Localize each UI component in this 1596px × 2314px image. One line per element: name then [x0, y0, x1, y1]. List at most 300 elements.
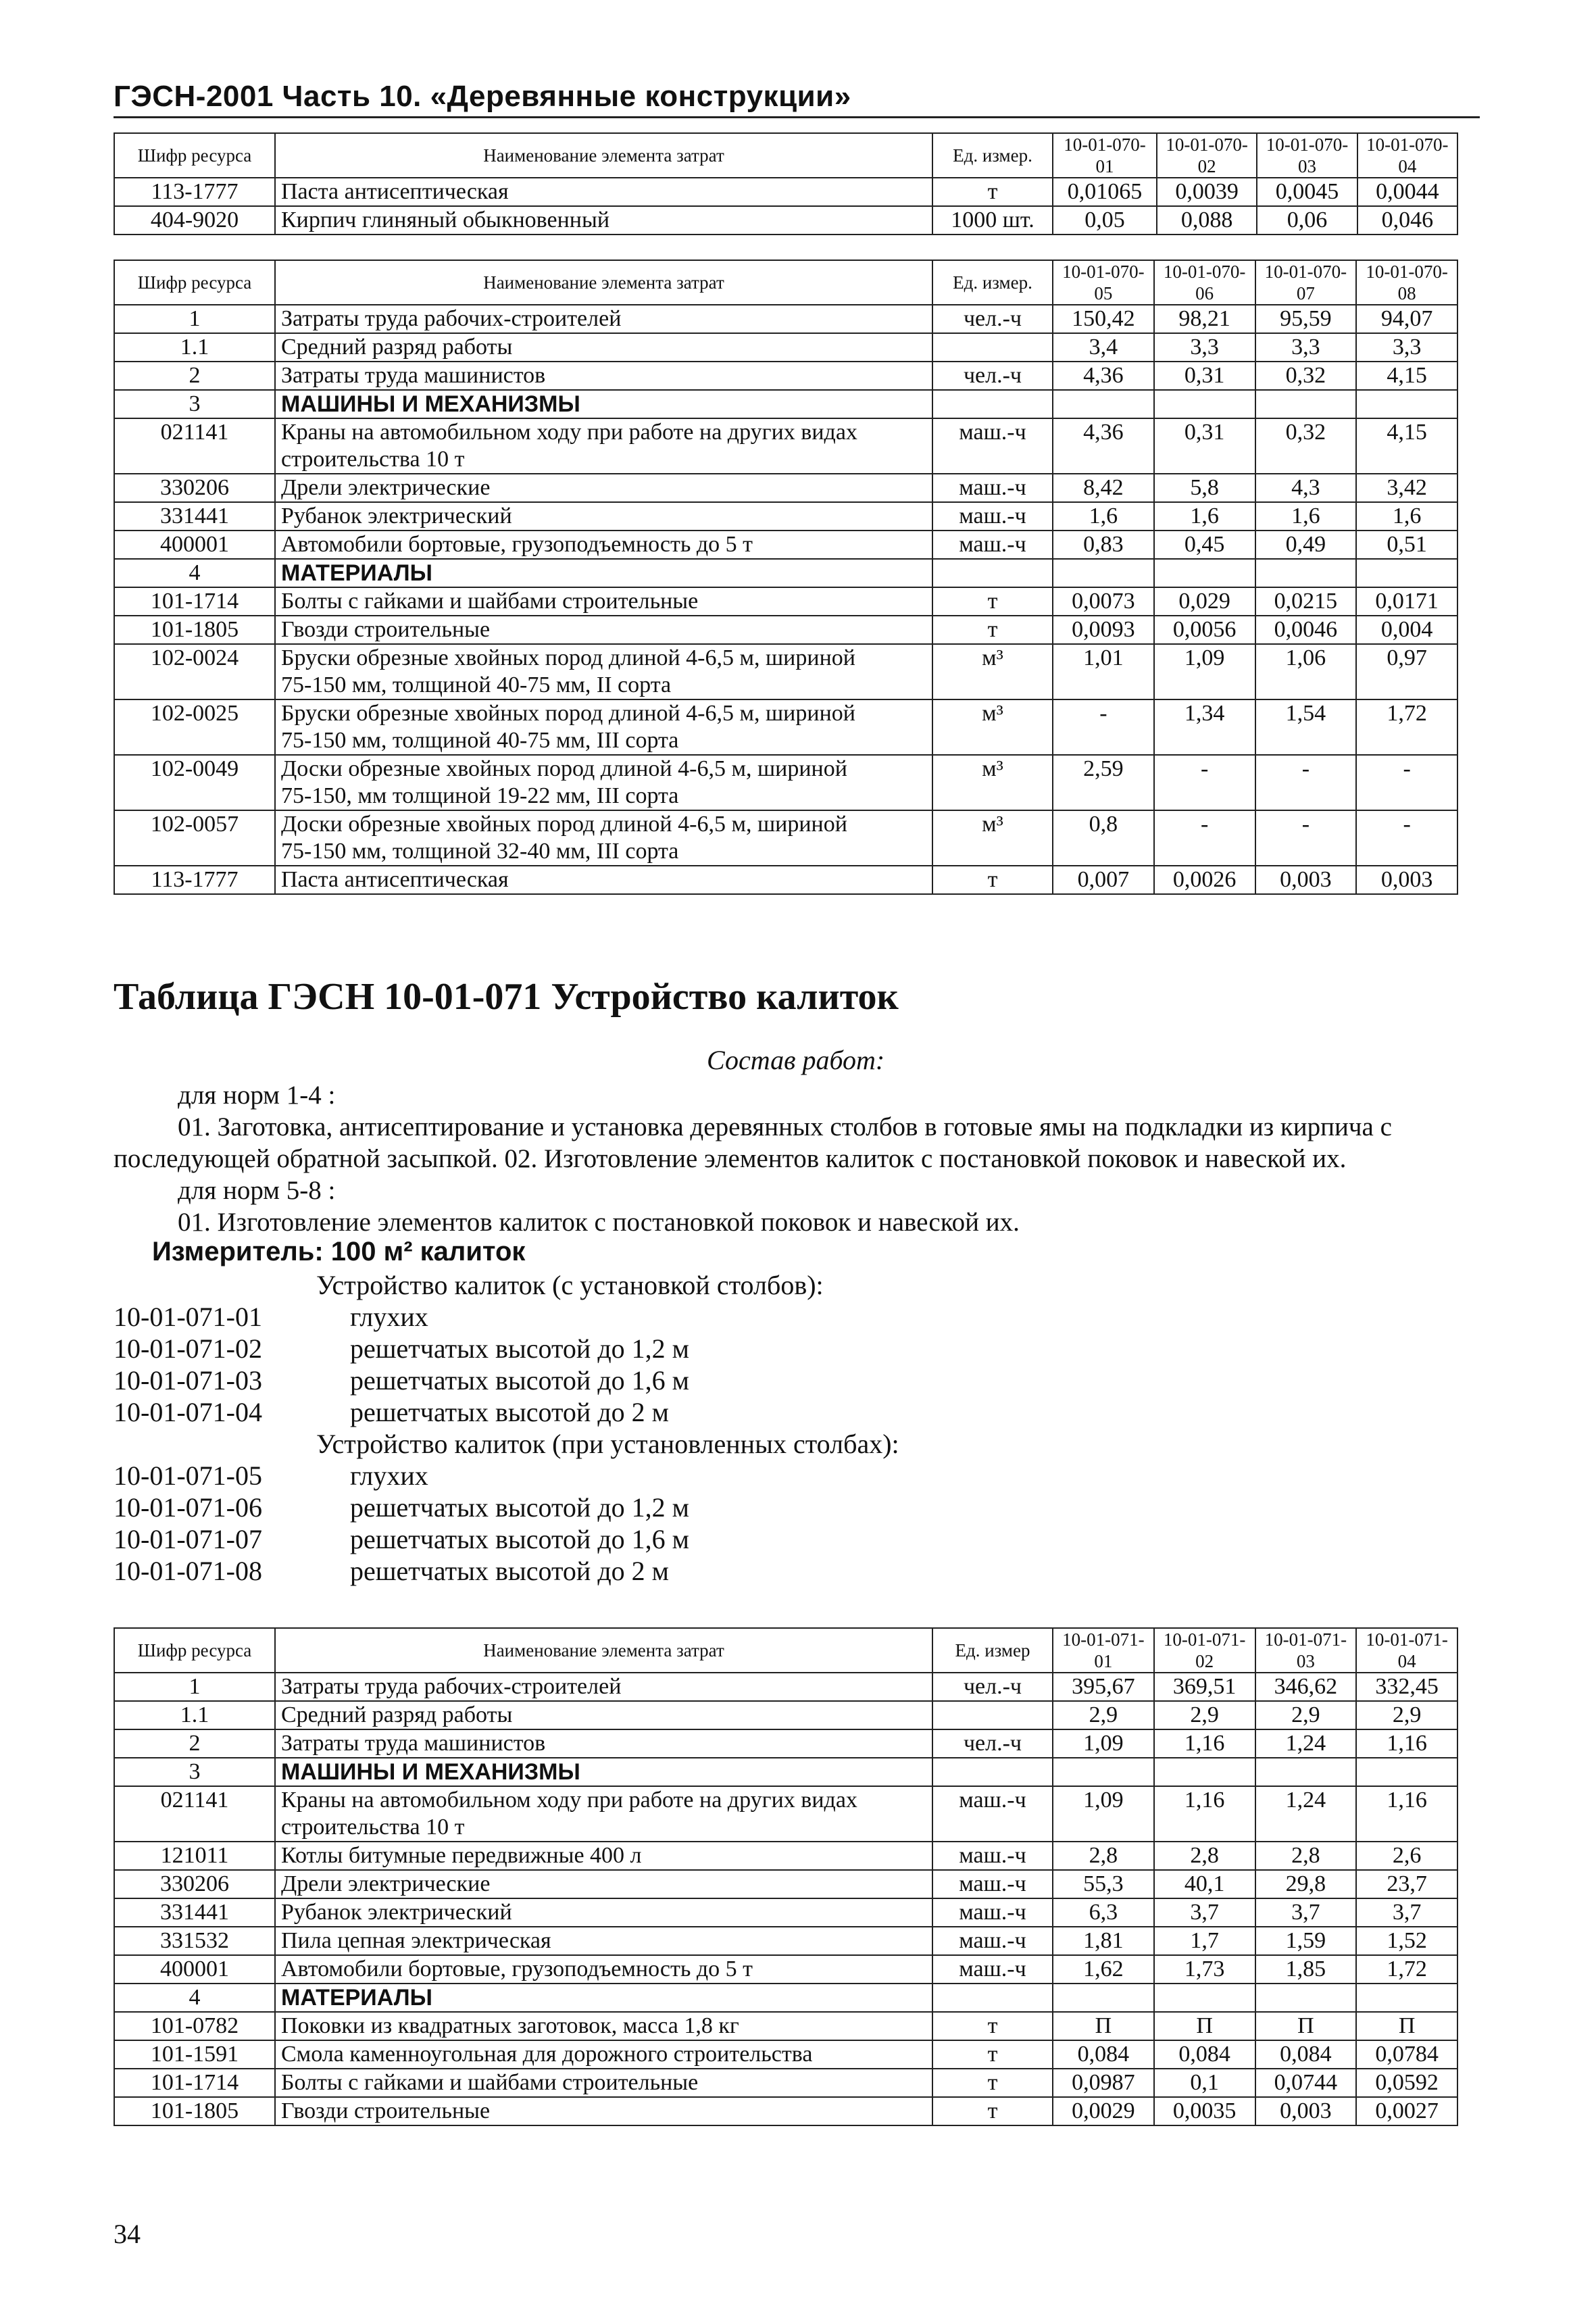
- resource-name-line1: Пила цепная электрическая: [281, 1928, 551, 1953]
- resource-name-line1: Средний разряд работы: [281, 1702, 513, 1727]
- norm-item: [114, 1460, 1127, 1492]
- table-header-row: [114, 260, 1457, 305]
- norm-value-1: -: [1053, 699, 1154, 755]
- norm-value-2: [1154, 559, 1255, 587]
- resource-name-line1: Затраты труда рабочих-строителей: [281, 306, 622, 331]
- norm-value-1: 1,81: [1053, 1927, 1154, 1955]
- header-name: Наименование элемента затрат: [275, 1628, 932, 1673]
- resource-name: [275, 1955, 932, 1984]
- resource-name: [275, 305, 932, 333]
- resource-code: 102-0049: [114, 755, 275, 810]
- norm-group1-title: Устройство калиток (с установкой столбов):: [316, 1270, 824, 1300]
- resource-name: [275, 866, 932, 894]
- norm-value-3: 0,32: [1255, 362, 1357, 390]
- norm-value-1: 55,3: [1053, 1870, 1154, 1898]
- norm-value-3: [1255, 1758, 1357, 1786]
- norm-value-1: 8,42: [1053, 474, 1154, 502]
- unit: маш.-ч: [932, 1786, 1053, 1842]
- unit: т: [932, 587, 1053, 616]
- resource-table-070-05-08: [114, 260, 1458, 895]
- unit: т: [932, 2040, 1053, 2069]
- section-row: [114, 1758, 1457, 1786]
- resource-name-line1: Гвозди строительные: [281, 2098, 491, 2123]
- resource-code: 3: [114, 1758, 275, 1786]
- norm-value-1: 6,3: [1053, 1898, 1154, 1927]
- norm-value-3: 1,59: [1255, 1927, 1357, 1955]
- resource-name: [275, 418, 932, 474]
- header-norm-3: 10-01-070-03: [1257, 133, 1357, 178]
- header-norm-4: 10-01-070-04: [1357, 133, 1457, 178]
- resource-name-line1: Рубанок электрический: [281, 1900, 512, 1925]
- resource-name-line1: Затраты труда машинистов: [281, 363, 546, 388]
- norm-value-1: 0,0987: [1053, 2069, 1154, 2097]
- header-norm-1: 10-01-070-05: [1053, 260, 1154, 305]
- resource-name-line1: Затраты труда рабочих-строителей: [281, 1674, 622, 1699]
- resource-name-line1: Поковки из квадратных заготовок, масса 1,8 кг: [281, 2013, 739, 2038]
- norm-value-1: 1,01: [1053, 644, 1154, 699]
- norm-value-3: 4,3: [1255, 474, 1357, 502]
- norm-value-3: 29,8: [1255, 1870, 1357, 1898]
- norm-value-4: 1,16: [1356, 1786, 1457, 1842]
- norm-value-4: 4,15: [1356, 362, 1457, 390]
- norm-value-4: 3,42: [1356, 474, 1457, 502]
- table-row: [114, 333, 1457, 362]
- norm-value-1: 0,0073: [1053, 587, 1154, 616]
- norm-value-4: 94,07: [1356, 305, 1457, 333]
- norm-value-3: 0,0215: [1255, 587, 1357, 616]
- resource-name-line1: Дрели электрические: [281, 475, 491, 500]
- unit: т: [932, 2069, 1053, 2097]
- norm-text: глухих: [350, 1302, 428, 1332]
- resource-name: [275, 390, 932, 418]
- resource-name-line1: Автомобили бортовые, грузоподъемность до 5 т: [281, 532, 753, 557]
- resource-name: [275, 1701, 932, 1729]
- norm-value-4: [1356, 1758, 1457, 1786]
- resource-name-line1: МАШИНЫ И МЕХАНИЗМЫ: [281, 1759, 580, 1785]
- header-unit: Ед. измер.: [932, 133, 1053, 178]
- norm-code: 10-01-071-05: [114, 1460, 262, 1491]
- resource-name: [275, 699, 932, 755]
- unit: чел.-ч: [932, 1729, 1053, 1758]
- norm-value-4: П: [1356, 2012, 1457, 2040]
- resource-name: [275, 531, 932, 559]
- norm-code: 10-01-071-06: [114, 1492, 262, 1523]
- norm-value-2: 0,029: [1154, 587, 1255, 616]
- norm-value-4: 0,51: [1356, 531, 1457, 559]
- norm-value-3: 1,85: [1255, 1955, 1357, 1984]
- section-row: [114, 390, 1457, 418]
- norm-code: 10-01-071-03: [114, 1365, 262, 1396]
- unit: чел.-ч: [932, 305, 1053, 333]
- unit: т: [932, 2097, 1053, 2125]
- norm-value-3: 1,24: [1255, 1729, 1357, 1758]
- norm-value-2: 0,0026: [1154, 866, 1255, 894]
- header-norm-4: 10-01-070-08: [1356, 260, 1457, 305]
- norm-item: [114, 1364, 1127, 1396]
- section-row: [114, 559, 1457, 587]
- norm-value-3: 0,0744: [1255, 2069, 1357, 2097]
- norm-value-1: 150,42: [1053, 305, 1154, 333]
- norm-value-2: 0,31: [1154, 362, 1255, 390]
- norm-value-2: [1154, 1984, 1255, 2012]
- table-header-row: [114, 133, 1457, 178]
- unit: маш.-ч: [932, 502, 1053, 531]
- resource-name-line1: Кирпич глиняный обыкновенный: [281, 207, 610, 232]
- resource-name-line2: 75-150 мм, толщиной 32-40 мм, III сорта: [281, 839, 679, 864]
- header-norm-3: 10-01-071-03: [1255, 1628, 1357, 1673]
- norm-value-1: 0,084: [1053, 2040, 1154, 2069]
- norm-value-2: 1,16: [1154, 1786, 1255, 1842]
- resource-name: [275, 810, 932, 866]
- resource-code: 102-0024: [114, 644, 275, 699]
- norm-value-4: 2,9: [1356, 1701, 1457, 1729]
- table-row: [114, 418, 1457, 474]
- norm-value-4: 0,0027: [1356, 2097, 1457, 2125]
- unit: маш.-ч: [932, 1842, 1053, 1870]
- resource-code: 404-9020: [114, 206, 275, 235]
- resource-code: 3: [114, 390, 275, 418]
- resource-name-line1: Болты с гайками и шайбами строительные: [281, 2070, 699, 2095]
- resource-code: 331441: [114, 1898, 275, 1927]
- norm-value-3: [1255, 1984, 1357, 2012]
- resource-name-line1: Бруски обрезные хвойных пород длиной 4-6,5 м, шириной: [281, 701, 855, 726]
- resource-name: [275, 2012, 932, 2040]
- unit: маш.-ч: [932, 531, 1053, 559]
- unit: м³: [932, 810, 1053, 866]
- norm-value-4: 3,7: [1356, 1898, 1457, 1927]
- resource-code: 101-1805: [114, 616, 275, 644]
- work-group1-text: 01. Заготовка, антисептирование и установка деревянных столбов в готовые ямы на подкладки из кирпича с последующей обратной засыпкой. 02. Изготовление элементов калиток с постановкой поковок и навеской их.: [114, 1112, 1392, 1173]
- header-code: Шифр ресурса: [114, 133, 275, 178]
- norm-value-1: 395,67: [1053, 1673, 1154, 1701]
- norm-value-3: 1,6: [1255, 502, 1357, 531]
- norm-value-3: 0,06: [1257, 206, 1357, 235]
- unit: маш.-ч: [932, 474, 1053, 502]
- table-row: [114, 755, 1457, 810]
- norm-item: [114, 1301, 1127, 1333]
- norm-value-1: 0,01065: [1053, 178, 1157, 206]
- header-norm-2: 10-01-071-02: [1154, 1628, 1255, 1673]
- norm-value-2: 40,1: [1154, 1870, 1255, 1898]
- norm-text: решетчатых высотой до 1,2 м: [350, 1333, 689, 1364]
- norm-value-3: -: [1255, 755, 1357, 810]
- measure-unit: Измеритель: 100 м² калиток: [152, 1237, 526, 1266]
- norm-value-3: 0,32: [1255, 418, 1357, 474]
- norm-value-2: [1154, 390, 1255, 418]
- resource-name-line1: Краны на автомобильном ходу при работе на других видах: [281, 1788, 857, 1813]
- unit: [932, 1984, 1053, 2012]
- work-group2-label: для норм 5-8 :: [178, 1176, 336, 1205]
- norm-value-1: 0,83: [1053, 531, 1154, 559]
- norm-value-1: 2,9: [1053, 1701, 1154, 1729]
- norm-value-1: 2,8: [1053, 1842, 1154, 1870]
- norm-value-2: -: [1154, 810, 1255, 866]
- unit: [932, 1701, 1053, 1729]
- resource-name-line2: 75-150, мм толщиной 19-22 мм, III сорта: [281, 783, 679, 808]
- unit: т: [932, 616, 1053, 644]
- table-row: [114, 502, 1457, 531]
- norm-value-3: 2,8: [1255, 1842, 1357, 1870]
- unit: маш.-ч: [932, 1955, 1053, 1984]
- unit: [932, 390, 1053, 418]
- work-group2-text: 01. Изготовление элементов калиток с постановкой поковок и навеской их.: [178, 1208, 1020, 1237]
- resource-name-line1: Средний разряд работы: [281, 335, 513, 360]
- norm-code: 10-01-071-04: [114, 1397, 262, 1427]
- norm-value-2: 1,16: [1154, 1729, 1255, 1758]
- norm-value-2: 0,0056: [1154, 616, 1255, 644]
- norm-value-2: 0,1: [1154, 2069, 1255, 2097]
- norm-value-4: 0,97: [1356, 644, 1457, 699]
- table-row: [114, 178, 1457, 206]
- norm-value-2: П: [1154, 2012, 1255, 2040]
- unit: [932, 333, 1053, 362]
- unit: маш.-ч: [932, 1870, 1053, 1898]
- norm-text: глухих: [350, 1460, 428, 1491]
- resource-name-line1: Краны на автомобильном ходу при работе на других видах: [281, 420, 857, 445]
- resource-name: [275, 1927, 932, 1955]
- unit: м³: [932, 699, 1053, 755]
- resource-code: 102-0025: [114, 699, 275, 755]
- norm-value-2: 0,31: [1154, 418, 1255, 474]
- norm-value-1: 0,8: [1053, 810, 1154, 866]
- resource-code: 101-1714: [114, 2069, 275, 2097]
- header-norm-3: 10-01-070-07: [1255, 260, 1357, 305]
- norm-value-3: 0,003: [1255, 2097, 1357, 2125]
- norm-value-3: 95,59: [1255, 305, 1357, 333]
- resource-code: 400001: [114, 531, 275, 559]
- norm-value-3: [1255, 559, 1357, 587]
- norm-value-1: 0,05: [1053, 206, 1157, 235]
- table-row: [114, 1673, 1457, 1701]
- section-row: [114, 1984, 1457, 2012]
- norm-text: решетчатых высотой до 1,6 м: [350, 1365, 689, 1396]
- norm-text: решетчатых высотой до 2 м: [350, 1397, 669, 1427]
- norm-value-1: 0,007: [1053, 866, 1154, 894]
- norm-value-1: 0,0029: [1053, 2097, 1154, 2125]
- norm-value-4: 332,45: [1356, 1673, 1457, 1701]
- resource-name: [275, 587, 932, 616]
- norm-group1: [114, 1301, 1127, 1428]
- resource-name-line2: строительства 10 т: [281, 447, 465, 472]
- table-row: [114, 2040, 1457, 2069]
- resource-name-line1: Дрели электрические: [281, 1871, 491, 1896]
- norm-code: 10-01-071-01: [114, 1302, 262, 1332]
- work-composition: [114, 1079, 1499, 1238]
- header-norm-1: 10-01-071-01: [1053, 1628, 1154, 1673]
- norm-value-2: 3,7: [1154, 1898, 1255, 1927]
- table-row: [114, 810, 1457, 866]
- norm-list: [114, 1269, 1127, 1587]
- norm-value-4: 1,6: [1356, 502, 1457, 531]
- norm-value-4: [1356, 559, 1457, 587]
- unit: [932, 559, 1053, 587]
- section-title: Таблица ГЭСН 10-01-071 Устройство калиток: [114, 976, 899, 1018]
- norm-value-2: -: [1154, 755, 1255, 810]
- resource-table-071-01-04: [114, 1627, 1458, 2126]
- norm-value-4: 1,16: [1356, 1729, 1457, 1758]
- work-group1-label: для норм 1-4 :: [178, 1081, 336, 1110]
- norm-code: 10-01-071-08: [114, 1556, 262, 1586]
- norm-value-1: 2,59: [1053, 755, 1154, 810]
- norm-group2-title: Устройство калиток (при установленных столбах):: [316, 1429, 899, 1459]
- header-code: Шифр ресурса: [114, 260, 275, 305]
- table-row: [114, 699, 1457, 755]
- table-row: [114, 644, 1457, 699]
- table-row: [114, 2069, 1457, 2097]
- norm-value-3: 0,0045: [1257, 178, 1357, 206]
- norm-value-3: 1,24: [1255, 1786, 1357, 1842]
- unit: маш.-ч: [932, 418, 1053, 474]
- page-number: 34: [114, 2219, 141, 2249]
- norm-value-1: [1053, 390, 1154, 418]
- norm-value-1: 3,4: [1053, 333, 1154, 362]
- resource-name-line1: Болты с гайками и шайбами строительные: [281, 589, 699, 614]
- resource-name: [275, 502, 932, 531]
- norm-value-2: 1,6: [1154, 502, 1255, 531]
- norm-value-1: 1,6: [1053, 502, 1154, 531]
- resource-name: [275, 1758, 932, 1786]
- unit: чел.-ч: [932, 362, 1053, 390]
- norm-value-3: -: [1255, 810, 1357, 866]
- norm-value-2: 0,084: [1154, 2040, 1255, 2069]
- table-row: [114, 1786, 1457, 1842]
- header-name: Наименование элемента затрат: [275, 133, 932, 178]
- table-row: [114, 1955, 1457, 1984]
- unit: т: [932, 2012, 1053, 2040]
- norm-value-2: 98,21: [1154, 305, 1255, 333]
- norm-value-1: 1,09: [1053, 1786, 1154, 1842]
- norm-value-4: 0,0044: [1357, 178, 1457, 206]
- norm-value-4: 0,004: [1356, 616, 1457, 644]
- table-row: [114, 2012, 1457, 2040]
- resource-code: 330206: [114, 474, 275, 502]
- resource-name-line1: МАШИНЫ И МЕХАНИЗМЫ: [281, 391, 580, 417]
- norm-text: решетчатых высотой до 1,2 м: [350, 1492, 689, 1523]
- table-row: [114, 305, 1457, 333]
- norm-value-2: 1,73: [1154, 1955, 1255, 1984]
- resource-code: 1.1: [114, 1701, 275, 1729]
- norm-value-2: 1,09: [1154, 644, 1255, 699]
- norm-value-2: 369,51: [1154, 1673, 1255, 1701]
- resource-name-line1: Рубанок электрический: [281, 503, 512, 528]
- resource-code: 1: [114, 1673, 275, 1701]
- resource-name: [275, 1673, 932, 1701]
- resource-name-line1: МАТЕРИАЛЫ: [281, 1985, 432, 2011]
- resource-name-line1: Гвозди строительные: [281, 617, 491, 642]
- norm-value-4: [1356, 1984, 1457, 2012]
- table-row: [114, 1898, 1457, 1927]
- resource-name: [275, 1786, 932, 1842]
- table-row: [114, 866, 1457, 894]
- norm-value-4: 0,003: [1356, 866, 1457, 894]
- table-row: [114, 1870, 1457, 1898]
- norm-value-4: 3,3: [1356, 333, 1457, 362]
- norm-code: 10-01-071-02: [114, 1333, 262, 1364]
- resource-table-070-01-04: [114, 132, 1458, 235]
- unit: чел.-ч: [932, 1673, 1053, 1701]
- resource-code: 021141: [114, 418, 275, 474]
- resource-name: [275, 1898, 932, 1927]
- resource-code: 1.1: [114, 333, 275, 362]
- resource-name: [275, 362, 932, 390]
- unit: м³: [932, 644, 1053, 699]
- resource-name: [275, 644, 932, 699]
- unit: т: [932, 866, 1053, 894]
- norm-item: [114, 1396, 1127, 1428]
- header-norm-1: 10-01-070-01: [1053, 133, 1157, 178]
- table-row: [114, 587, 1457, 616]
- norm-value-4: 1,72: [1356, 1955, 1457, 1984]
- resource-name: [275, 755, 932, 810]
- norm-value-4: 0,046: [1357, 206, 1457, 235]
- norm-value-4: 23,7: [1356, 1870, 1457, 1898]
- norm-value-3: 1,54: [1255, 699, 1357, 755]
- norm-value-1: 0,0093: [1053, 616, 1154, 644]
- resource-name: [275, 178, 932, 206]
- resource-code: 113-1777: [114, 178, 275, 206]
- unit: [932, 1758, 1053, 1786]
- table-row: [114, 1701, 1457, 1729]
- norm-value-4: 0,0592: [1356, 2069, 1457, 2097]
- resource-code: 101-0782: [114, 2012, 275, 2040]
- norm-value-2: 2,9: [1154, 1701, 1255, 1729]
- resource-name: [275, 1729, 932, 1758]
- resource-name: [275, 616, 932, 644]
- norm-value-3: 0,49: [1255, 531, 1357, 559]
- resource-name-line1: Котлы битумные передвижные 400 л: [281, 1843, 642, 1868]
- norm-item: [114, 1555, 1127, 1587]
- resource-name-line1: Смола каменноугольная для дорожного строительства: [281, 2042, 813, 2067]
- norm-value-4: 1,72: [1356, 699, 1457, 755]
- norm-value-2: 1,7: [1154, 1927, 1255, 1955]
- norm-value-4: 0,0171: [1356, 587, 1457, 616]
- norm-value-1: [1053, 1984, 1154, 2012]
- norm-item: [114, 1492, 1127, 1523]
- resource-name-line1: Автомобили бортовые, грузоподъемность до 5 т: [281, 1956, 753, 1981]
- unit: м³: [932, 755, 1053, 810]
- norm-value-4: -: [1356, 810, 1457, 866]
- norm-value-4: -: [1356, 755, 1457, 810]
- table-header-row: [114, 1628, 1457, 1673]
- norm-value-1: 1,09: [1053, 1729, 1154, 1758]
- resource-code: 4: [114, 559, 275, 587]
- norm-value-1: 4,36: [1053, 362, 1154, 390]
- resource-name: [275, 333, 932, 362]
- norm-text: решетчатых высотой до 1,6 м: [350, 1524, 689, 1554]
- resource-code: 2: [114, 1729, 275, 1758]
- norm-text: решетчатых высотой до 2 м: [350, 1556, 669, 1586]
- norm-value-2: 5,8: [1154, 474, 1255, 502]
- resource-name: [275, 1842, 932, 1870]
- resource-name-line1: Доски обрезные хвойных пород длиной 4-6,5 м, шириной: [281, 756, 847, 781]
- norm-item: [114, 1333, 1127, 1364]
- norm-value-1: П: [1053, 2012, 1154, 2040]
- resource-name: [275, 2040, 932, 2069]
- header-code: Шифр ресурса: [114, 1628, 275, 1673]
- norm-value-3: 0,084: [1255, 2040, 1357, 2069]
- resource-code: 121011: [114, 1842, 275, 1870]
- resource-name-line1: МАТЕРИАЛЫ: [281, 560, 432, 586]
- header-unit: Ед. измер: [932, 1628, 1053, 1673]
- resource-name-line1: Бруски обрезные хвойных пород длиной 4-6,5 м, шириной: [281, 645, 855, 670]
- table-row: [114, 616, 1457, 644]
- unit: 1000 шт.: [932, 206, 1053, 235]
- norm-value-1: 4,36: [1053, 418, 1154, 474]
- resource-name-line1: Затраты труда машинистов: [281, 1731, 546, 1756]
- norm-value-4: 2,6: [1356, 1842, 1457, 1870]
- norm-value-4: [1356, 390, 1457, 418]
- header-norm-4: 10-01-071-04: [1356, 1628, 1457, 1673]
